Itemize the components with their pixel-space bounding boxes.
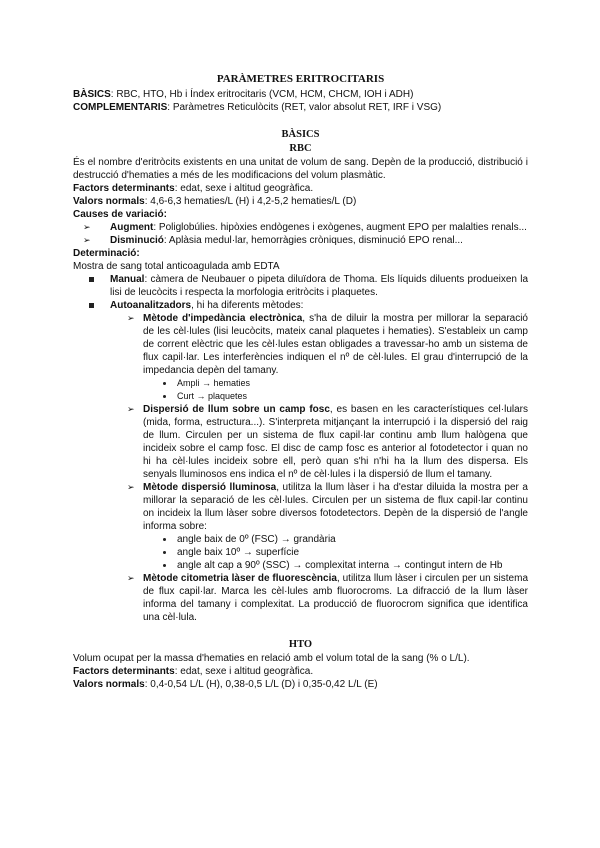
arrow-bullet-icon: ➢ bbox=[83, 235, 91, 245]
list-item-augment: ➢ Augment: Poliglobúlies. hipòxies endògenes i exògenes, augment EPO per malalties renals... bbox=[83, 222, 527, 233]
rbc-causes-label: Causes de variació: bbox=[73, 209, 167, 220]
intro-basics: BÀSICS: RBC, HTO, Hb i Índex eritrocitaris (VCM, HCM, CHCM, IOH i ADH) bbox=[73, 89, 414, 100]
list-item-disminucio: ➢ Disminució: Aplàsia medul·lar, hemorràgies cròniques, disminució EPO renal... bbox=[83, 235, 463, 246]
dot-bullet-icon bbox=[163, 395, 166, 398]
bullet-angle-ssc: angle alt cap a 90º (SSC) → complexitat interna → contingut intern de Hb bbox=[73, 559, 528, 572]
rbc-valors: Valors normals: 4,6-6,3 hematies/L (H) i 4,2-5,2 hematies/L (D) bbox=[73, 196, 357, 207]
intro-complementaris: COMPLEMENTARIS: Paràmetres Reticulòcits (RET, valor absolut RET, IRF i VSG) bbox=[73, 102, 442, 113]
hto-valors: Valors normals: 0,4-0,54 L/L (H), 0,38-0,5 L/L (D) i 0,35-0,42 L/L (E) bbox=[73, 679, 378, 690]
document-page bbox=[73, 72, 528, 691]
section-heading-basics: BÀSICS bbox=[281, 129, 320, 140]
dot-bullet-icon bbox=[163, 551, 166, 554]
method-impedancia: ➢ Mètode d'impedància electrònica, s'ha de diluir la mostra per millorar la separació de les cèl·lules (lisi leucòcits, mateix canal plaquetes i hematies). S'estableix un camp de corrent elèctric que les cèl·lules estan obligades a travessar-ho amb un sistema de flux capil·lar. Les interferències indiquen el nº de cèl·lules. El grau d'interrupció de la impedancia depèn del tamany. bbox=[127, 313, 528, 376]
hto-definition: Volum ocupat per la massa d'hematies en relació amb el volum total de la sang (% o L/L). bbox=[73, 653, 470, 664]
bullet-curt: Curt → plaquetes bbox=[73, 390, 528, 403]
bullet-angle-10: angle baix 10º → superfície bbox=[73, 546, 528, 559]
arrow-bullet-icon: ➢ bbox=[127, 573, 135, 583]
rbc-definition: És el nombre d'eritròcits existents en una unitat de volum de sang. Depèn de la producció, distribució i destrucció d'hematies a més de les modificacions del volum plasmàtic. bbox=[73, 157, 528, 181]
arrow-bullet-icon: ➢ bbox=[127, 313, 135, 323]
rbc-mostra: Mostra de sang total anticoagulada amb EDTA bbox=[73, 261, 280, 272]
arrow-bullet-icon: ➢ bbox=[127, 404, 135, 414]
document-title: PARÀMETRES ERITROCITARIS bbox=[216, 73, 385, 85]
subsection-heading-rbc: RBC bbox=[289, 143, 312, 154]
hto-factors: Factors determinants: edat, sexe i altitud geogràfica. bbox=[73, 666, 314, 677]
dot-bullet-icon bbox=[163, 564, 166, 567]
rbc-factors: Factors determinants: edat, sexe i altitud geogràfica. bbox=[73, 183, 314, 194]
square-bullet-icon bbox=[89, 277, 94, 282]
list-item-autoanalitzadors: Autoanalitzadors, hi ha diferents mètodes: bbox=[73, 299, 528, 312]
method-dispersio-camp-fosc: ➢ Dispersió de llum sobre un camp fosc, es basen en les característiques cel·lulars (mida, forma, estructura...). S'interpreta mitjançant la interrupció i la dispersió del raig de llum. Circulen per un sistema de flux capil·lar continu amb llum halògena que incideix sobre el camp fosc. El disc de camp fosc es anterior al fotodetector i quan no hi ha cèl·lules incideix sobre ell, però quan s'hi n'hi ha la llum des dispersa. Els senyals lluminosos ens indica el nº de cèl·lules i la dispersió de llum el tamany. bbox=[127, 404, 528, 480]
arrow-bullet-icon: ➢ bbox=[127, 482, 135, 492]
list-item-manual: Manual: càmera de Neubauer o pipeta diluïdora de Thoma. Els líquids diluents produeixen la lisi de leucòcits i respecta la morfologia eritròcits i plaquetes. bbox=[73, 273, 528, 299]
subsection-heading-hto: HTO bbox=[288, 639, 313, 650]
square-bullet-icon bbox=[89, 303, 94, 308]
dot-bullet-icon bbox=[163, 538, 166, 541]
bullet-ampli: Ampli → hematies bbox=[73, 377, 528, 390]
method-citometria: ➢ Mètode citometria làser de fluorescència, utilitza llum làser i circulen per un sistema de flux capil·lar. Marca les cèl·lules amb fluorocroms. La difracció de la llum làser informa del tamany i complexitat. La producció de fluorocrom significa que identifica una cèl·lula. bbox=[127, 573, 529, 623]
arrow-bullet-icon: ➢ bbox=[83, 222, 91, 232]
dot-bullet-icon bbox=[163, 382, 166, 385]
bullet-angle-fsc: angle baix de 0º (FSC) → grandària bbox=[73, 533, 528, 546]
method-dispersio-lluminosa: ➢ Mètode dispersió lluminosa, utilitza la llum làser i ha d'estar diluida la mostra per a millorar la separació de les cèl·lules. Circulen per un sistema de flux capil·lar continu on incideix la llum làser sobre diversos fotodetectors. Depèn de la dispersió de l'angle informa sobre: bbox=[127, 482, 528, 532]
rbc-determinacio-label: Determinació: bbox=[73, 248, 140, 259]
